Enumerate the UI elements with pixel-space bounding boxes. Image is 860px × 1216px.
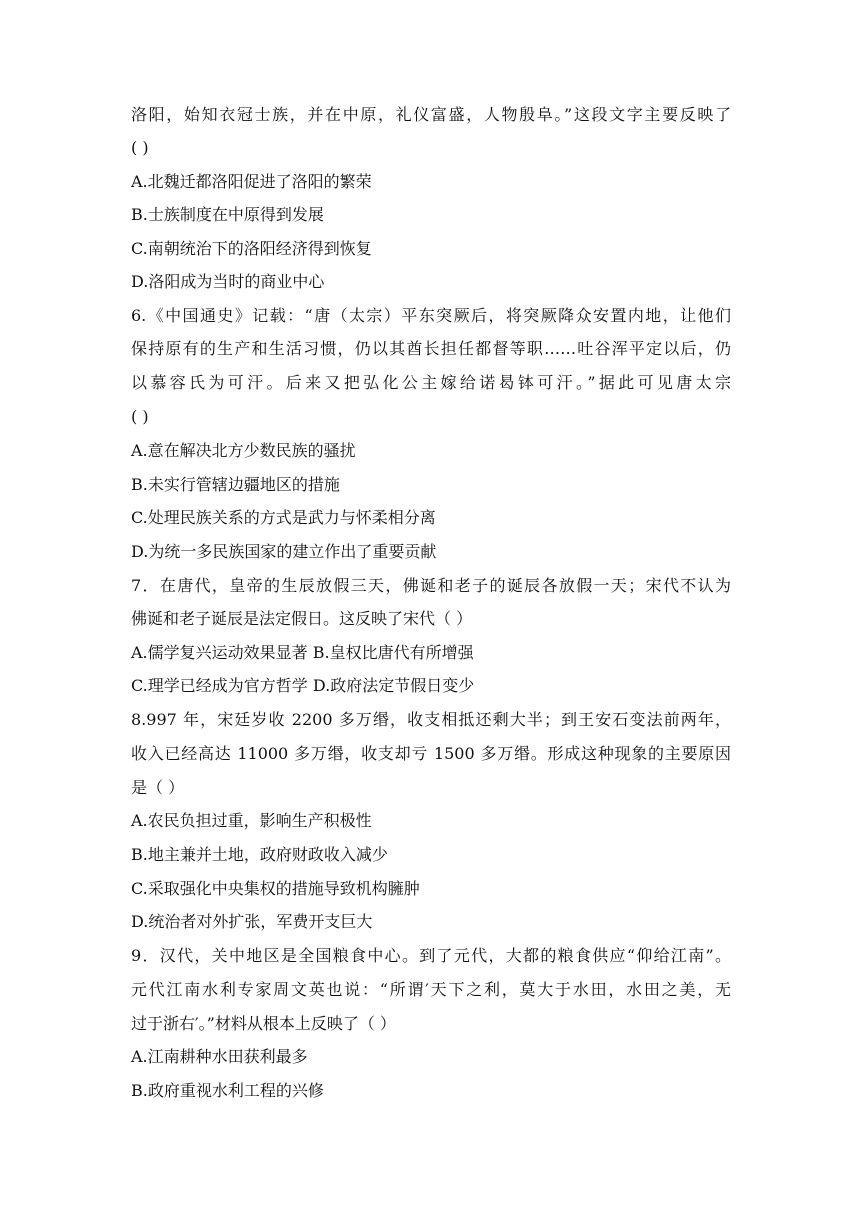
option-d: D.为统一多民族国家的建立作出了重要贡献 [131,542,437,561]
question-9-text: 过于浙右′。”材料从根本上反映了（ ） [131,1014,396,1033]
option-d: D.洛阳成为当时的商业中心 [131,272,325,291]
question-7-text: 7．在唐代，皇帝的生辰放假三天，佛诞和老子的诞辰各放假一天；宋代不认为 [131,576,731,595]
question-8-text: 8.997 年，宋廷岁收 2200 多万缗，收支相抵还剩大半；到王安石变法前两年， [131,710,731,729]
option-a: A.农民负担过重，影响生产积极性 [131,811,372,830]
option-b: B.政府重视水利工程的兴修 [131,1081,324,1100]
option-c: C.采取强化中央集权的措施导致机构臃肿 [131,879,420,898]
answer-bracket: ( ) [131,138,149,157]
option-c: C.南朝统治下的洛阳经济得到恢复 [131,239,372,258]
text-line: 洛阳，始知衣冠士族，并在中原，礼仪富盛，人物殷阜。”这段文字主要反映了 [131,105,731,124]
question-9-text: 9．汉代，关中地区是全国粮食中心。到了元代，大都的粮食供应“仰给江南”。 [131,946,731,965]
question-7-text: 佛诞和老子诞辰是法定假日。这反映了宋代（ ） [131,609,473,628]
question-6-text: 6.《中国通史》记载：“唐（太宗）平东突厥后，将突厥降众安置内地，让他们 [131,306,731,325]
question-8-text: 是（ ） [131,778,185,797]
option-a: A.意在解决北方少数民族的骚扰 [131,441,356,460]
option-a: A.北魏迁都洛阳促进了洛阳的繁荣 [131,172,372,191]
option-c: C.处理民族关系的方式是武力与怀柔相分离 [131,508,436,527]
option-a: A.江南耕种水田获利最多 [131,1047,308,1066]
question-6-text: 保持原有的生产和生活习惯，仍以其酋长担任都督等职……吐谷浑平定以后，仍 [131,339,731,358]
options-cd: C.理学已经成为官方哲学 D.政府法定节假日变少 [131,676,475,695]
answer-bracket: ( ) [131,407,149,426]
option-d: D.统治者对外扩张，军费开支巨大 [131,912,373,931]
option-b: B.士族制度在中原得到发展 [131,205,324,224]
question-9-text: 元代江南水利专家周文英也说：“所谓′天下之利，莫大于水田，水田之美，无 [131,980,731,999]
question-6-text: 以慕容氏为可汗。后来又把弘化公主嫁给诺曷钵可汗。”据此可见唐太宗 [131,373,731,392]
option-b: B.未实行管辖边疆地区的措施 [131,475,340,494]
question-8-text: 收入已经高达 11000 多万缗，收支却亏 1500 多万缗。形成这种现象的主要原因 [131,744,731,763]
option-b: B.地主兼并土地，政府财政收入减少 [131,845,388,864]
options-ab: A.儒学复兴运动效果显著 B.皇权比唐代有所增强 [131,643,474,662]
